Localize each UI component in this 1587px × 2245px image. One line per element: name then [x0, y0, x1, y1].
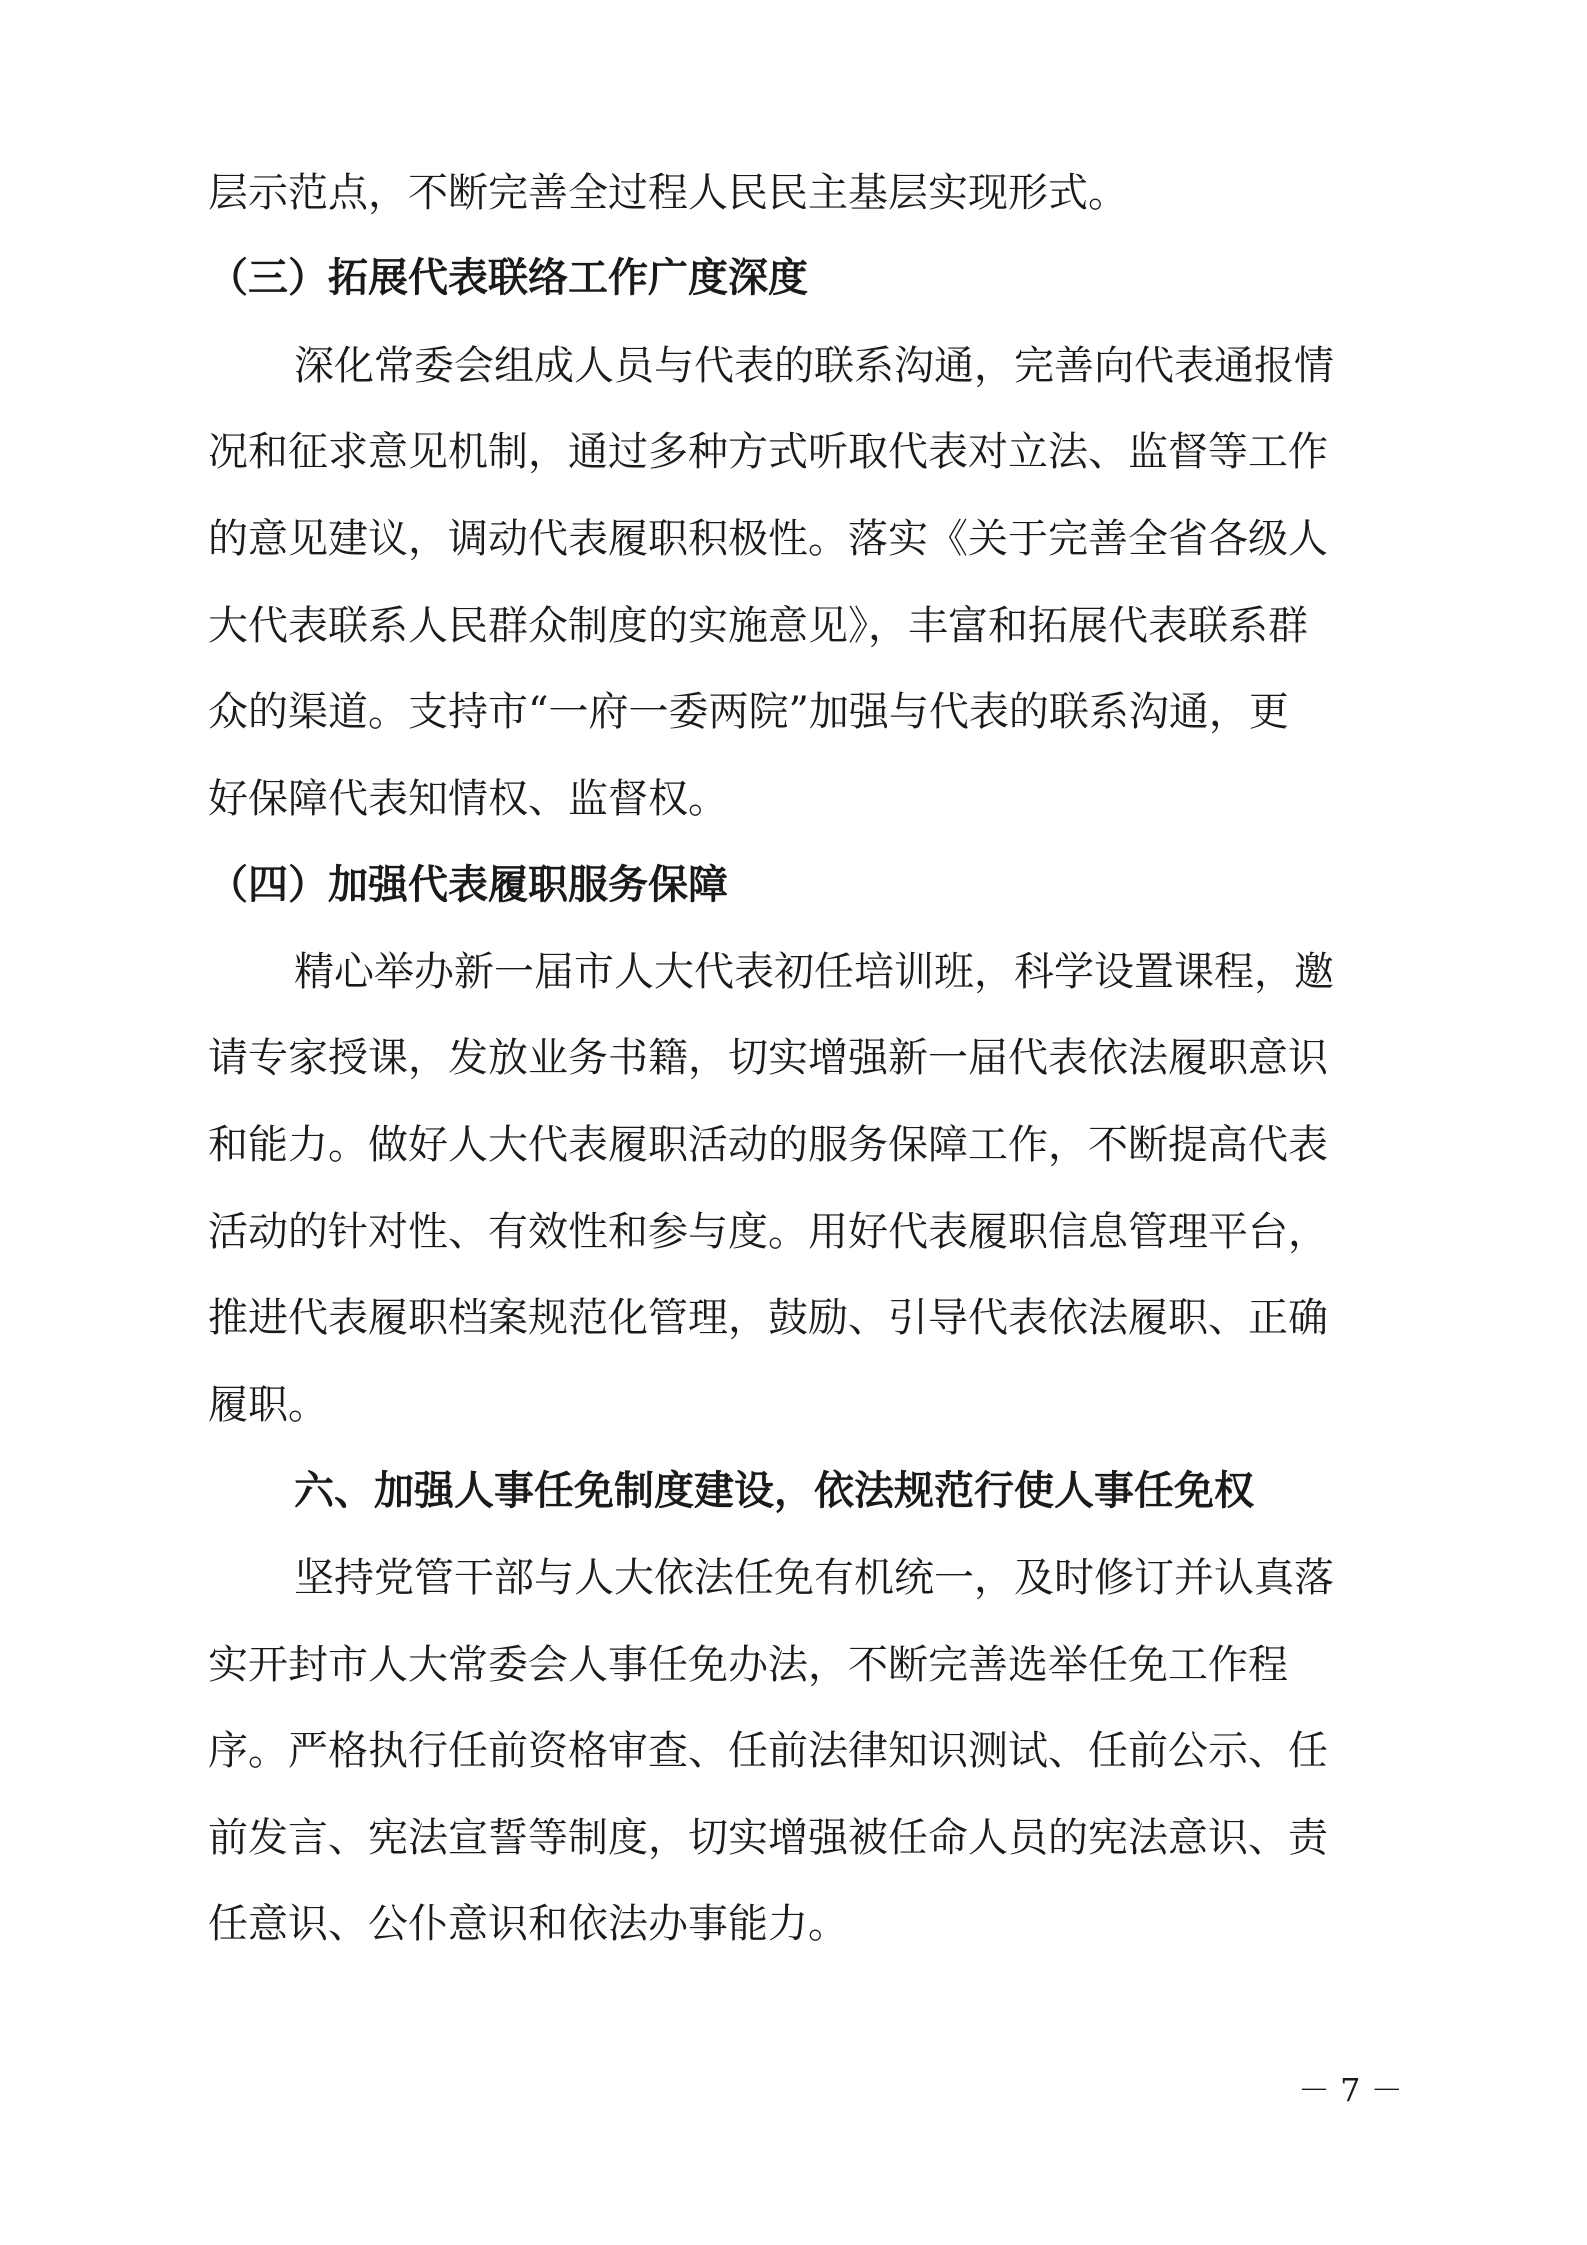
chapter-heading-6: 六、加强人事任免制度建设，依法规范行使人事任免权	[294, 1468, 1254, 1514]
paragraph-line: 深化常委会组成人员与代表的联系沟通，完善向代表通报情	[294, 343, 1334, 389]
paragraph-line: 推进代表履职档案规范化管理，鼓励、引导代表依法履职、正确	[208, 1295, 1328, 1341]
paragraph-line: 层示范点，不断完善全过程人民民主基层实现形式。	[208, 170, 1128, 216]
paragraph-line: 实开封市人大常委会人事任免办法，不断完善选举任免工作程	[208, 1642, 1288, 1688]
paragraph-line: 的意见建议，调动代表履职积极性。落实《关于完善全省各级人	[208, 516, 1328, 562]
paragraph-line: 任意识、公仆意识和依法办事能力。	[208, 1901, 848, 1947]
paragraph-line: 和能力。做好人大代表履职活动的服务保障工作，不断提高代表	[208, 1122, 1328, 1168]
paragraph-line: 请专家授课，发放业务书籍，切实增强新一届代表依法履职意识	[208, 1035, 1328, 1081]
paragraph-line: 大代表联系人民群众制度的实施意见》，丰富和拓展代表联系群	[208, 603, 1308, 649]
paragraph-line: 众的渠道。支持市“一府一委两院”加强与代表的联系沟通，更	[208, 689, 1289, 735]
paragraph-line: 活动的针对性、有效性和参与度。用好代表履职信息管理平台，	[208, 1209, 1328, 1255]
section-heading-3: （三）拓展代表联络工作广度深度	[208, 255, 808, 301]
paragraph-line: 坚持党管干部与人大依法任免有机统一，及时修订并认真落	[294, 1555, 1334, 1601]
paragraph-line: 履职。	[208, 1382, 328, 1428]
paragraph-line: 况和征求意见机制，通过多种方式听取代表对立法、监督等工作	[208, 429, 1328, 475]
section-heading-4: （四）加强代表履职服务保障	[208, 862, 728, 908]
paragraph-line: 前发言、宪法宣誓等制度，切实增强被任命人员的宪法意识、责	[208, 1815, 1328, 1861]
paragraph-line: 好保障代表知情权、监督权。	[208, 776, 728, 822]
paragraph-line: 序。严格执行任前资格审查、任前法律知识测试、任前公示、任	[208, 1728, 1328, 1774]
page-number: － 7 －	[1298, 2071, 1403, 2109]
paragraph-line: 精心举办新一届市人大代表初任培训班，科学设置课程，邀	[294, 949, 1334, 995]
